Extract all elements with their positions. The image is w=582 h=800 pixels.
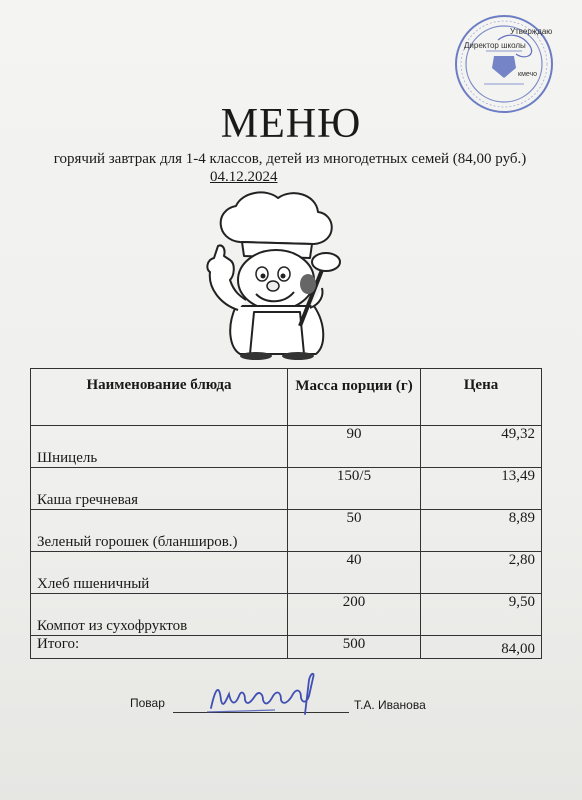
table-row [31,468,542,510]
dish-mass: 90 [288,426,421,468]
column-header-name: Наименование блюда [31,369,288,426]
table-row [31,594,542,636]
dish-name: Зеленый горошек (бланширов.) [31,510,288,552]
menu-subtitle: горячий завтрак для 1-4 классов, детей из многодетных семей (84,00 руб.) [53,151,527,167]
cook-role-label: Повар [130,696,165,710]
dish-price: 49,32 [421,426,542,468]
dish-mass: 40 [288,552,421,594]
dish-price: 2,80 [421,552,542,594]
dish-mass: 200 [288,594,421,636]
column-header-mass: Масса порции (г) [288,369,421,426]
cook-name: Т.А. Иванова [354,698,426,712]
table-row [31,426,542,468]
dish-mass: 50 [288,510,421,552]
page-title: МЕНЮ [220,101,362,147]
handwritten-signature [205,670,323,718]
dish-mass: 150/5 [288,468,421,510]
menu-date: 04.12.2024 [210,169,278,185]
column-header-price: Цена [421,369,542,426]
total-mass: 500 [288,636,421,659]
dish-name: Шницель [31,426,288,468]
table-row [31,552,542,594]
chef-illustration [196,188,356,360]
dish-name: Хлеб пшеничный [31,552,288,594]
menu-table [30,368,542,659]
dish-name: Компот из сухофруктов [31,594,288,636]
stamp-approve-text: Утверждаю [510,27,553,36]
dish-price: 8,89 [421,510,542,552]
total-row [31,636,542,659]
dish-price: 9,50 [421,594,542,636]
total-label: Итого: [31,636,288,659]
stamp-extra-text: кмечо [518,71,538,78]
table-header-row [31,369,542,426]
official-stamp [432,6,568,114]
dish-price: 13,49 [421,468,542,510]
dish-name: Каша гречневая [31,468,288,510]
total-price: 84,00 [421,636,542,659]
table-row [31,510,542,552]
stamp-director-text: Директор школы [464,41,526,50]
